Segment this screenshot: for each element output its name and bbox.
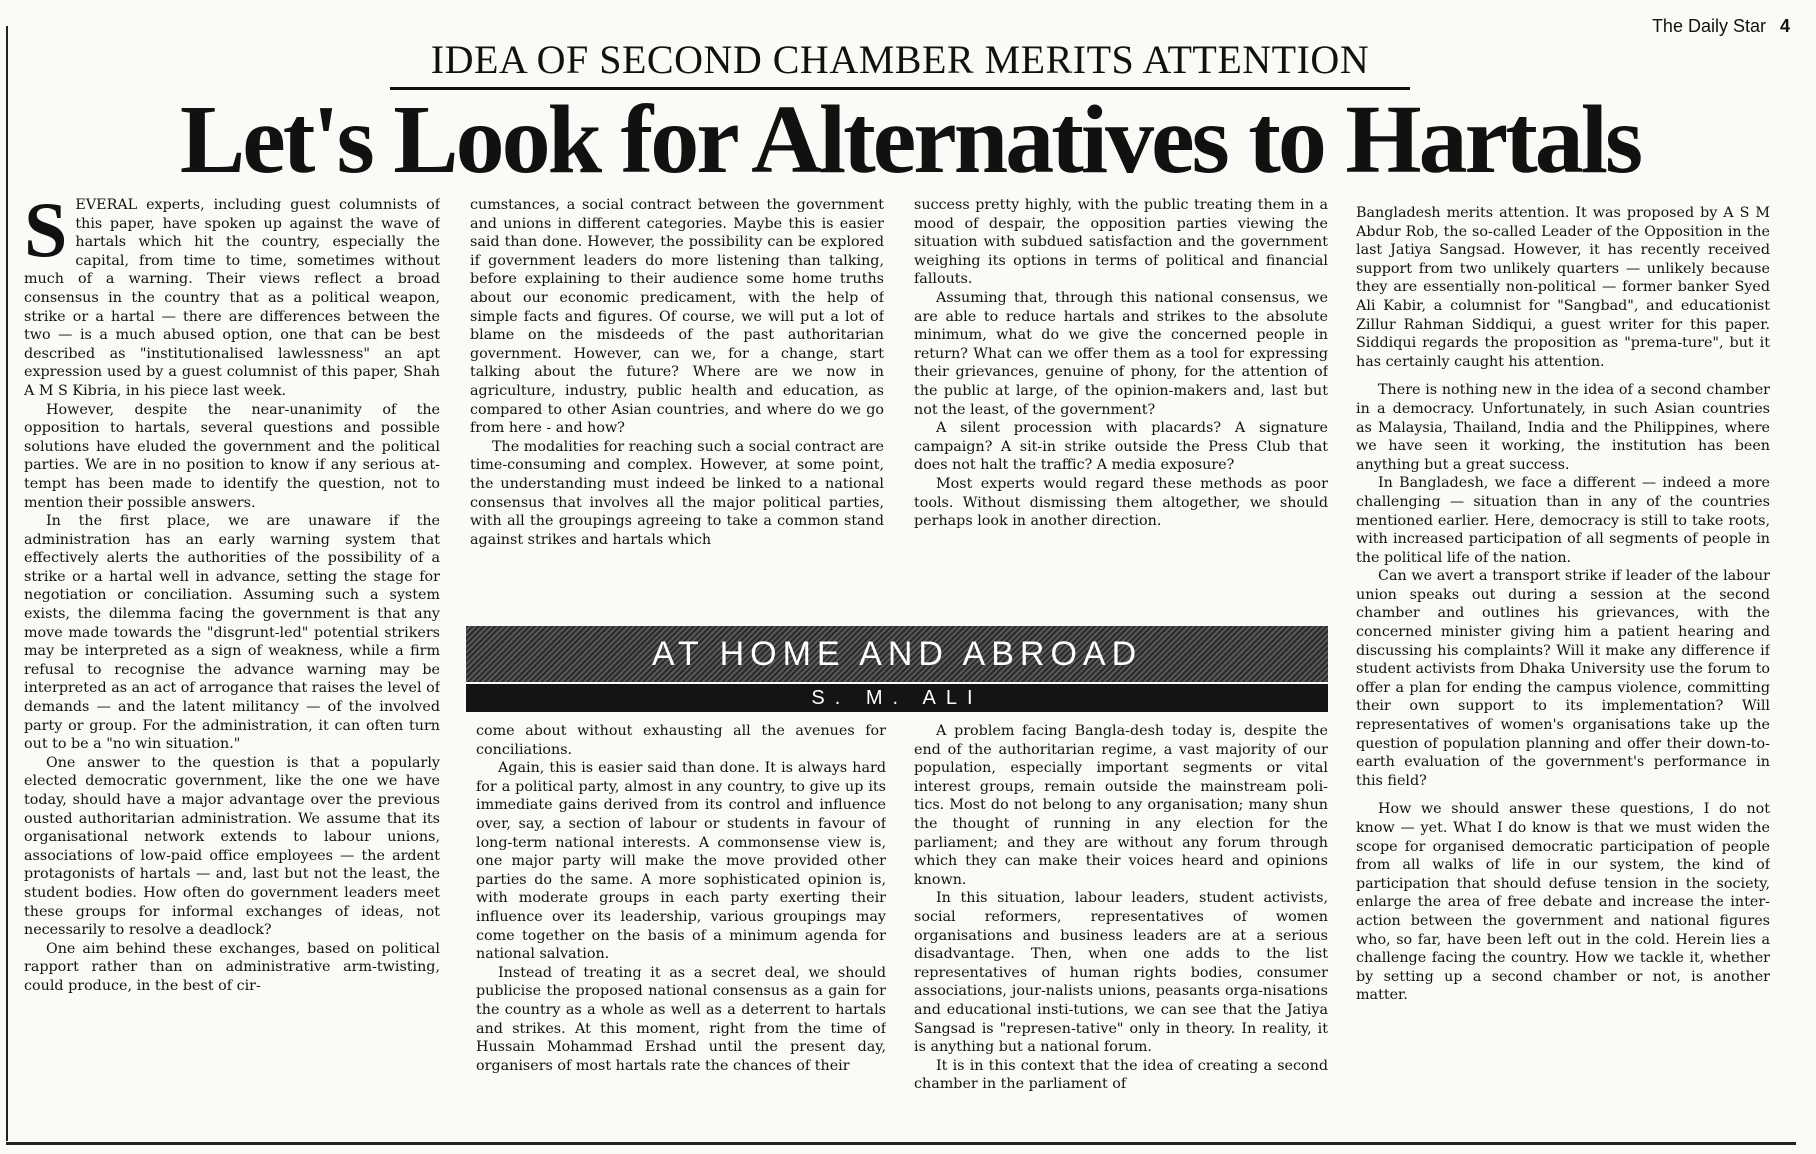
- article-column-2: [470, 196, 884, 616]
- article-column-3-lower: [914, 722, 1328, 1146]
- paragraph: There is nothing new in the idea of a second chamber in a democracy. Unfortunately, in such Asian countries as Malaysia, Thailand, India and the Philippines, where we have seen it working, the institution has been anything but a great success.: [1356, 382, 1770, 473]
- paragraph: Most experts would regard these methods as poor tools. Without dismissing them altogether, we should perhaps look in another direction.: [914, 475, 1328, 530]
- paragraph-text: EVERAL experts, including guest columnists of this paper, have spoken up against the wave of hartals which hit the country, especially the capital, from time to time, sometimes without much of a warning. Their views reflect a broad consensus in the country that as a political weapon, strike or a hartal — there are differences between the two — is a much abused option, one that can be best described as "institutionalised lawlessness" an apt expression used by a guest columnist of this paper, Shah A M S Kibria, in his piece last week.: [24, 197, 440, 399]
- banner-title-bar: [466, 626, 1328, 682]
- banner-title: AT HOME AND ABROAD: [651, 634, 1143, 673]
- paragraph: The modalities for reaching such a social contract are time-consuming and complex. However, at some point, the understanding must indeed be linked to a national consensus that involves all the major political parties, with all the groupings agreeing to take a common stand against strikes and hartals which: [470, 438, 884, 548]
- kicker-headline: IDEA OF SECOND CHAMBER MERITS ATTENTION: [390, 36, 1410, 90]
- paragraph: In Bangladesh, we face a different — indeed a more challenging — situation than in any of the countries mentioned earlier. Here, democracy is still to take roots, with increased participation of all segments of people in the political life of the nation.: [1356, 475, 1770, 566]
- page-number: 4: [1779, 16, 1790, 36]
- article-column-2-lower: [476, 722, 886, 1146]
- paragraph: A silent procession with placards? A signature campaign? A sit-in strike outside the Press Club that does not halt the traffic? A media exposure?: [914, 420, 1328, 474]
- author-byline: S. M. ALI: [811, 686, 983, 709]
- paragraph: It is in this context that the idea of creating a second chamber in the parliament of: [914, 1057, 1328, 1093]
- left-column-rule: [6, 26, 8, 1141]
- article-column-1: [24, 196, 440, 1146]
- paragraph: success pretty highly, with the public treating them in a mood of despair, the opposition parties viewing the situation with subdued satisfaction and the government weighing its options in terms of political and financial fallouts.: [914, 197, 1328, 288]
- banner-byline-bar: [466, 684, 1328, 712]
- column-banner: [466, 626, 1328, 712]
- article-column-4: [1356, 204, 1770, 1146]
- paragraph: One answer to the question is that a popularly elected democratic government, like the one we have today, should have a major advantage over the previous ousted authoritarian administration. We assume that its organisational network extends to labour unions, associations of low-paid office employees — the ardent protagonists of hartals — and, last but not the least, the student bodies. How often do government leaders meet these groups for informal exchanges of ideas, not necessarily to resolve a deadlock?: [24, 754, 440, 939]
- paragraph: One aim behind these exchanges, based on political rapport rather than on administrative arm-twisting, could produce, in the best of cir-: [24, 940, 440, 994]
- paragraph: A problem facing Bangla-desh today is, despite the end of the authoritarian regime, a vast majority of our population, especially important segments or vital interest groups, remain outside the mainstream poli-tics. Most do not belong to any organisation; many shun the thought of running in any election for the parliament; and they are without any forum through which they can make their voices heard and opinions known.: [914, 723, 1328, 888]
- paragraph: cumstances, a social contract between the government and unions in different categories. Maybe this is easier said than done. However, the possibility can be explored if government leaders do more listening than talking, before explaining to their audience some home truths about our economic predicament, with the help of simple facts and figures. Of course, we will put a lot of blame on the misdeeds of the past authoritarian government. However, can we, for a change, start talking about the future? Where are we now in agriculture, industry, public health and education, as compared to other Asian countries, and where do we go from here - and how?: [470, 197, 884, 437]
- paragraph: How we should answer these questions, I do not know — yet. What I do know is that we must widen the scope for organised democratic participation of people from all walks of life in our system, the kind of participation that should defuse tension in the society, enlarge the area of free debate and increase the inter-action between the government and national figures who, so far, have been left out in the cold. Herein lies a challenge facing the country. How we tackle it, whether by setting up a second chamber or not, is another matter.: [1356, 801, 1770, 1004]
- article-column-3: [914, 196, 1328, 616]
- paragraph: Assuming that, through this national consensus, we are able to reduce hartals and strikes to the absolute minimum, what do we give the concerned people in return? What can we offer them as a tool for expressing their grievances, genuine of phony, for the attention of the public at large, of the opinion-makers and, last but not the least, of the government?: [914, 289, 1328, 418]
- bottom-rule: [6, 1142, 1796, 1145]
- paragraph: In this situation, labour leaders, student activists, social reformers, representatives of women organisations and business leaders are at a serious disadvantage. Then, when one adds to the list representatives of human rights bodies, consumer associations, jour-nalists unions, peasants orga-nisations and educational insti-tutions, we can see that the Jatiya Sangsad is "represen-tative" only in theory. In reality, it is anything but a national forum.: [914, 890, 1328, 1056]
- paper-name: The Daily Star: [1651, 16, 1766, 36]
- paragraph: In the first place, we are unaware if the administration has an early warning system that effectively alerts the authorities of the possibility of a strike or a hartal well in advance, setting the stage for negotiation or conciliation. Assuming such a system exists, the dilemma facing the government is that any move made towards the "disgrunt-led" potential strikers may be interpreted as a sign of weakness, while a firm refusal to recognise the advance warning may be interpreted as an act of arrogance that raises the level of demands — and the latent militancy — of the involved party or group. For the administration, it can often turn out to be a "no win situation.": [24, 513, 440, 753]
- paragraph: Can we avert a transport strike if leader of the labour union speaks out during a session at the second chamber and outlines his grievances, with the concerned minister giving him a patient hearing and discussing his complaints? Will it make any difference if student activists from Dhaka University use the forum to offer a plan for ending the campus violence, committing their own support to its implementation? Will representatives of women's organisations take up the question of population planning and offer their down-to-earth evaluation of the government's performance in this field?: [1356, 568, 1770, 789]
- main-headline: Let's Look for Alternatives to Hartals: [179, 86, 1641, 194]
- paragraph: come about without exhausting all the avenues for conciliations.: [476, 723, 886, 758]
- paragraph: [24, 196, 440, 401]
- paragraph: Again, this is easier said than done. It is always hard for a political party, almost in any country, to give up its immediate gains derived from its control and influence over, say, a section of labour or students in favour of long-term national interests. A commonsense view is, one major party will make the move provided other parties do the same. A more sophisticated opinion is, with moderate groups in each party exerting their influence over its leadership, various groupings may come together on the basis of a minimum agenda for national salvation.: [476, 760, 886, 963]
- drop-cap: S: [24, 196, 68, 273]
- paragraph: However, despite the near-unanimity of the opposition to hartals, several questions and possible solutions have eluded the government and the political parties. We are in no position to know if any serious at-tempt has been made to identify the question, not to mention their possible answers.: [24, 401, 440, 511]
- paragraph: Bangladesh merits attention. It was proposed by A S M Abdur Rob, the so-called Leader of the Opposition in the last Jatiya Sangsad. However, it has recently received support from two unlikely quarters — unlikely because they are essentially non-political — former banker Syed Ali Kabir, a columnist for "Sangbad", and educationist Zillur Rahman Siddiqui, a guest writer for this paper. Siddiqui regards the proposition as "prema-ture", but it has certainly caught his attention.: [1356, 205, 1770, 370]
- paragraph: Instead of treating it as a secret deal, we should publicise the proposed national consensus as a gain for the country as a whole as well as a deterrent to hartals and strikes. At this moment, right from the time of Hussain Mohammad Ershad until the present day, organisers of most hartals rate the chances of their: [476, 964, 886, 1074]
- masthead: [1652, 16, 1790, 37]
